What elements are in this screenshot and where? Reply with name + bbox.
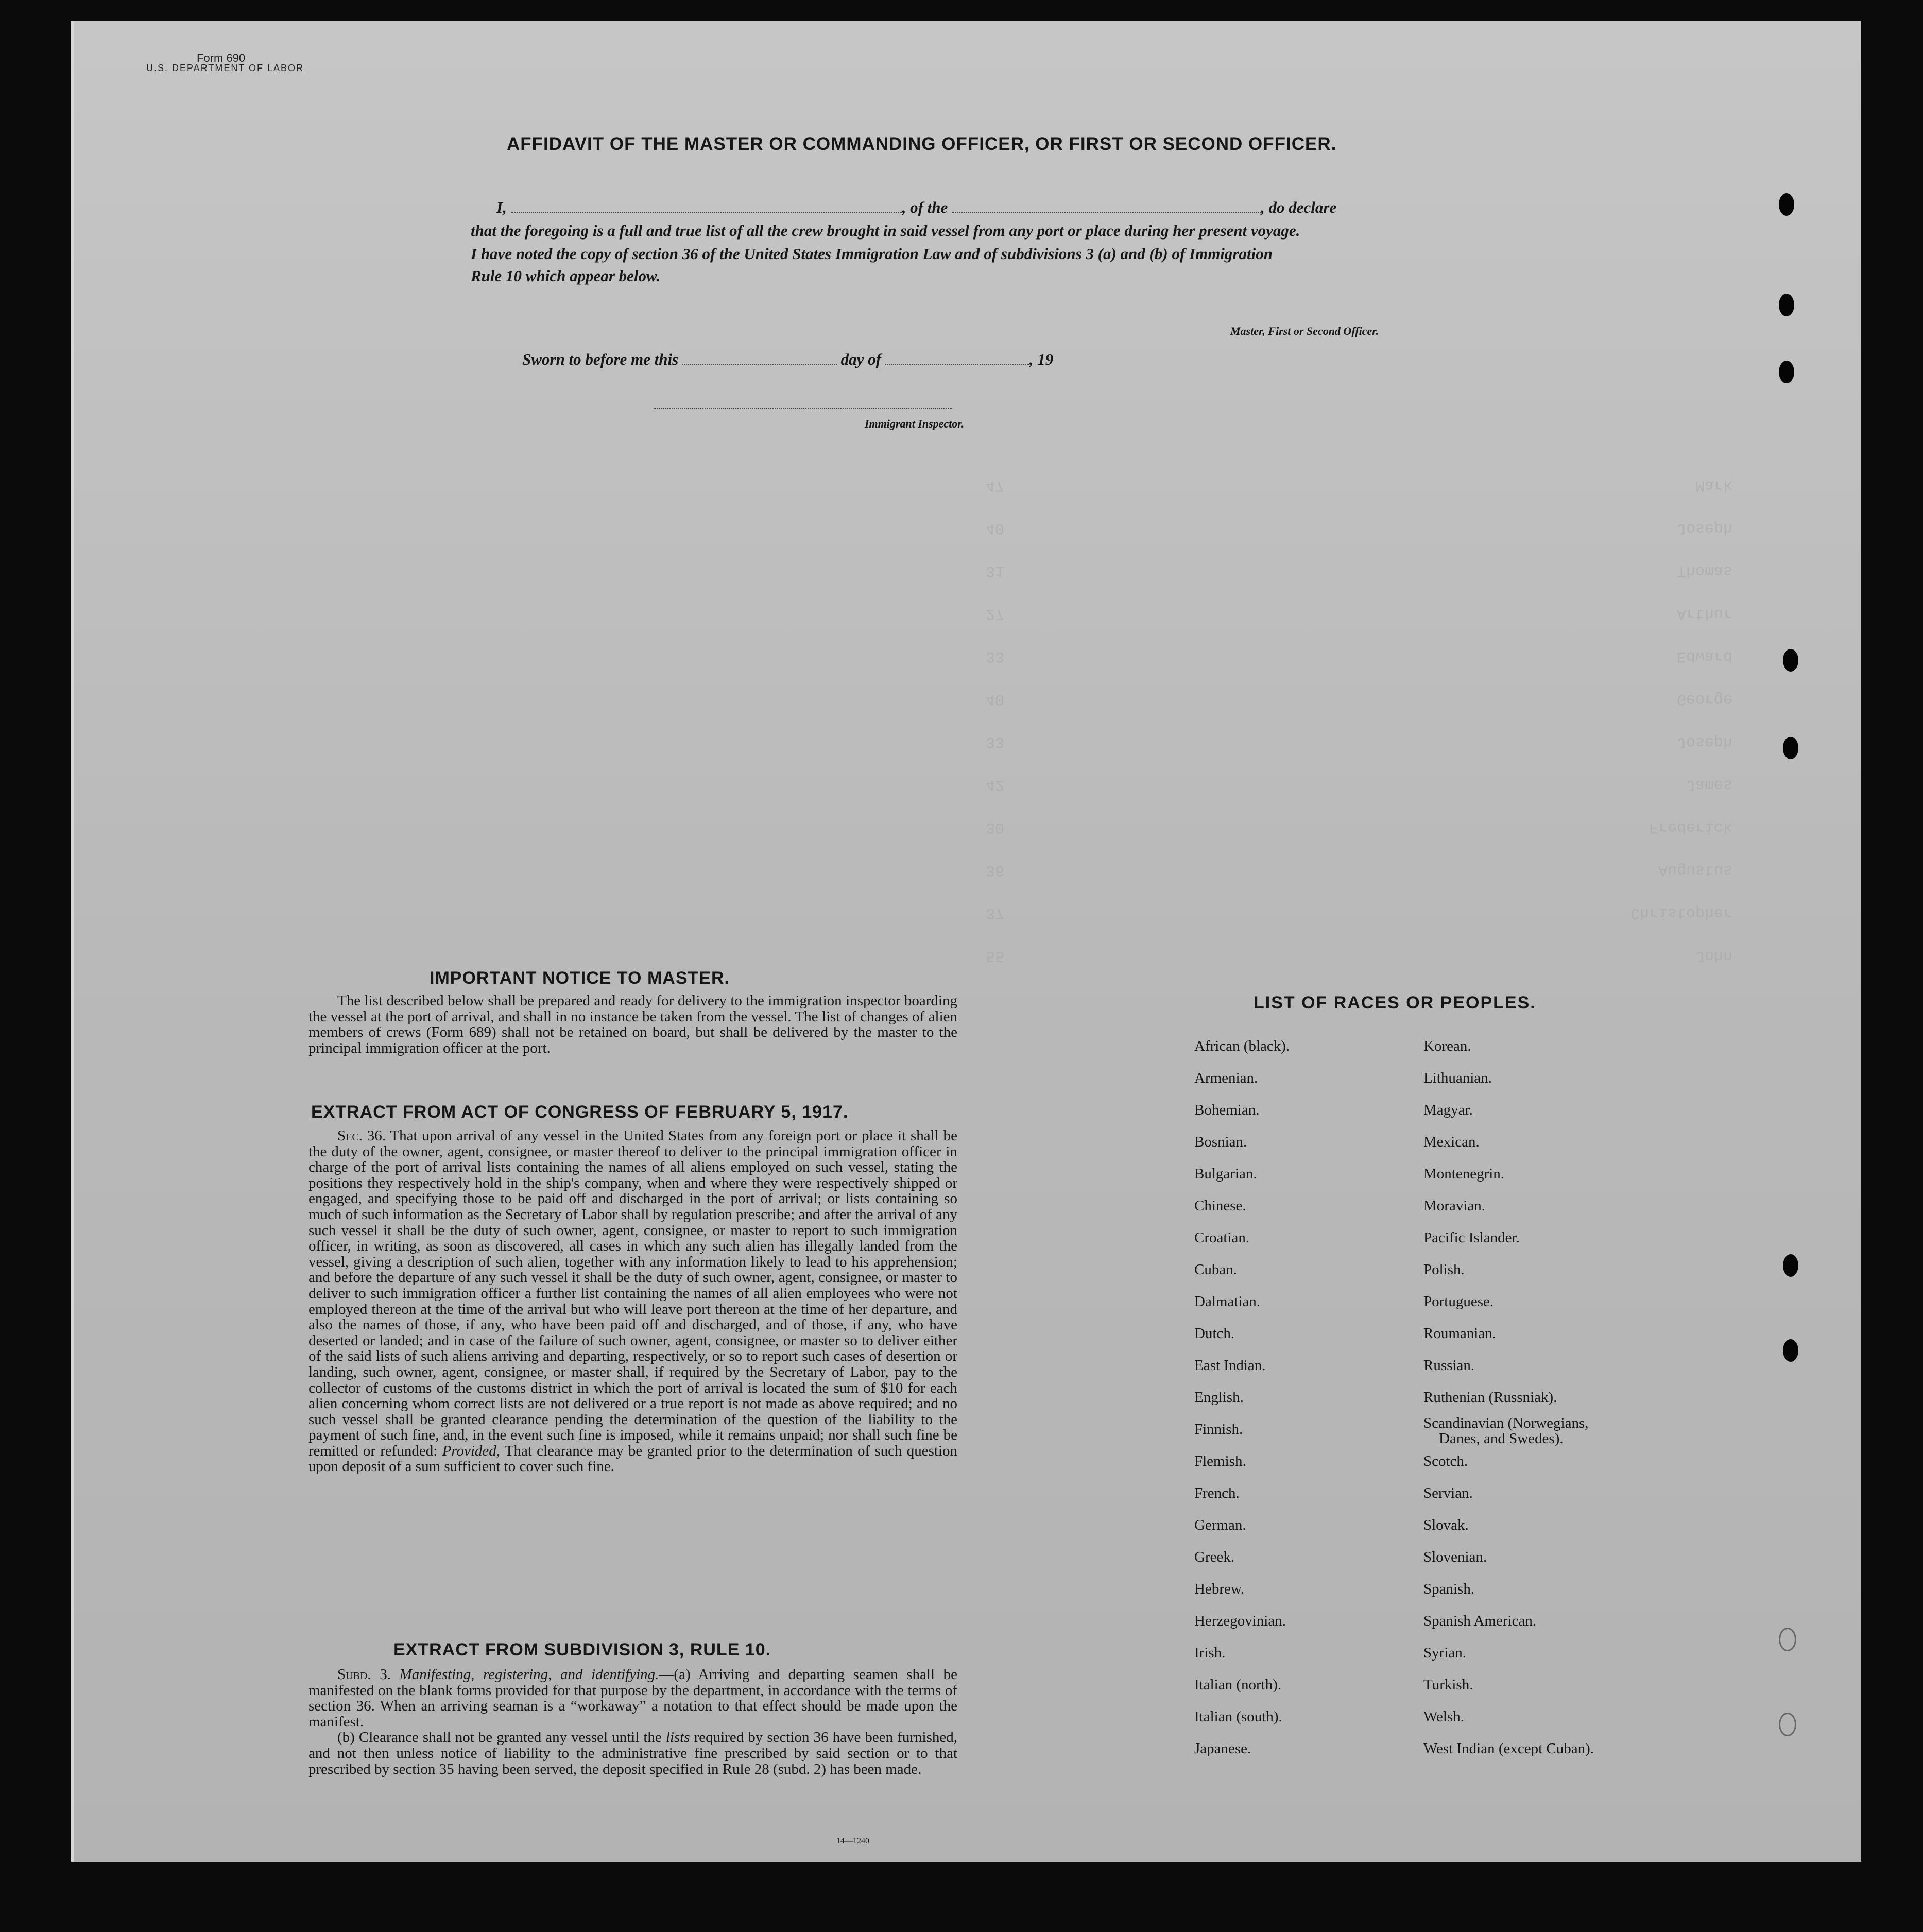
affidavit-line-3: I have noted the copy of section 36 of the United States Immigration Law and of subdivisions 3 (a) and (b) of Immigration <box>471 245 1273 263</box>
race-item: Italian (north). <box>1194 1677 1282 1693</box>
sec-36-label: Sec. 36. <box>337 1127 386 1144</box>
races-title: LIST OF RACES OR PEOPLES. <box>1254 993 1536 1013</box>
race-item: Bulgarian. <box>1194 1166 1257 1182</box>
vessel-field[interactable] <box>952 212 1261 213</box>
sec-36-text <box>308 1128 957 1475</box>
bleed-age: 31 <box>986 562 1005 579</box>
race-item: Bohemian. <box>1194 1102 1260 1118</box>
races-left-column <box>1194 1030 1290 1765</box>
bleed-name: Joseph <box>1676 733 1732 750</box>
affidavit-line-2: that the foregoing is a full and true list of all the crew brought in said vessel from any port or place during her present voyage. <box>471 221 1300 240</box>
subd-label: Subd. 3. <box>337 1666 391 1683</box>
race-item-line: Scandinavian (Norwegians, <box>1423 1415 1589 1431</box>
bleed-name: Edward <box>1676 647 1732 665</box>
punch-hole <box>1783 737 1798 759</box>
sworn-year: , 19 <box>1029 350 1054 368</box>
name-field[interactable] <box>511 212 902 213</box>
bleed-age: 30 <box>986 818 1005 836</box>
race-item: Flemish. <box>1194 1453 1246 1469</box>
race-item: English. <box>1194 1389 1244 1406</box>
bleed-age: 37 <box>986 904 1005 921</box>
form-page <box>71 21 1861 1862</box>
race-item: Cuban. <box>1194 1261 1237 1278</box>
notice-text: The list described below shall be prepared and ready for delivery to the immigration inspector boarding the vessel at the port of arrival, and shall in no instance be taken from the vessel. The list of changes of alien members of crews (Form 689) shall not be retained on board, but shall be delivered by the master to the principal immigration officer at the port. <box>308 993 957 1056</box>
inspector-signature-field[interactable] <box>654 408 952 409</box>
bleed-age: 40 <box>986 519 1005 537</box>
race-item: Montenegrin. <box>1423 1166 1505 1182</box>
race-item: East Indian. <box>1194 1357 1266 1374</box>
affidavit-line-1 <box>496 198 1526 217</box>
race-item: Bosnian. <box>1194 1134 1247 1150</box>
notice-title: IMPORTANT NOTICE TO MASTER. <box>430 968 730 988</box>
bleed-age: 36 <box>986 861 1005 879</box>
rule-extract-title: EXTRACT FROM SUBDIVISION 3, RULE 10. <box>393 1640 771 1660</box>
race-item: Portuguese. <box>1423 1293 1494 1310</box>
race-item: Irish. <box>1194 1645 1226 1661</box>
race-item: Scotch. <box>1423 1453 1468 1469</box>
bleed-age: 55 <box>986 947 1005 964</box>
rule-extract-body <box>308 1667 957 1777</box>
para-b-label: (b) <box>337 1729 355 1746</box>
bleed-name: James <box>1686 776 1732 793</box>
para-b-pre: Clearance shall not be granted any vessel until the <box>358 1729 662 1746</box>
bleed-name: Augustus <box>1658 861 1732 879</box>
race-item: Armenian. <box>1194 1070 1258 1086</box>
bleed-age: 33 <box>986 733 1005 750</box>
race-item: African (black). <box>1194 1038 1290 1054</box>
race-item: Syrian. <box>1423 1645 1466 1661</box>
bleed-name: John <box>1695 947 1732 964</box>
form-number: Form 690 <box>197 52 246 64</box>
printer-mark: 14—1240 <box>836 1837 869 1845</box>
bleed-name: Frederick <box>1649 818 1732 836</box>
sworn-month-field[interactable] <box>885 364 1029 365</box>
bleed-name: Joseph <box>1676 519 1732 537</box>
sworn-day-of: day of <box>840 350 881 368</box>
race-item: West Indian (except Cuban). <box>1423 1740 1594 1757</box>
race-item: German. <box>1194 1517 1246 1533</box>
para-a-text: —(a) Arriving and departing seamen shall be manifested on the blank forms provided for that purpose by the department, in accordance with the terms of section 36. When an arriving seaman is a “workaway” a notation to that effect should be made upon the manifest. <box>308 1666 957 1730</box>
race-item: Moravian. <box>1423 1198 1485 1214</box>
bleed-through-ages <box>986 464 1004 977</box>
bleed-age: 27 <box>986 605 1005 622</box>
race-item: Slovak. <box>1423 1517 1469 1533</box>
race-item: Japanese. <box>1194 1740 1251 1757</box>
race-item-line: Danes, and Swedes). <box>1439 1430 1564 1447</box>
sec-36-main: That upon arrival of any vessel in the United States from any foreign port or place it shall be the duty of the owner, agent, consignee, or master thereof to deliver to the principal immigration officer in charge of the port of arrival lists containing the names of all aliens employed on such vessel, stating the positions they respectively hold in the ship's company, when and where they were respectively shipped or engaged, and specifying those to be paid off and discharged in the port of arrival; or lists containing so much of such information as the Secretary of Labor shall by regulation prescribe; and after the arrival of any such vessel it shall be the duty of such owner, agent, consignee, or master to report to such immigration officer, in writing, as soon as discovered, all cases in which any such alien has illegally landed from the vessel, giving a description of such alien, together with any information likely to lead to his apprehension; and before the departure of any such vessel it shall be the duty of such owner, agent, consignee, or master to deliver to such immigration officer a further list containing the names of all alien employees who were not employed thereon at the time of the arrival but who will leave port thereon at the time of her departure, and also the names of those, if any, who have been paid off and discharged, and of those, if any, who have deserted or landed; and in case of the failure of such owner, agent, consignee, or master so to deliver either of the said lists of such aliens arriving and departing, respectively, or so to report such cases of desertion or landing, such owner, agent, consignee, or master shall, if required by the Secretary of Labor, pay to the collector of customs of the customs district in which the port of arrival is located the sum of $10 for each alien concerning whom correct lists are not delivered or a true report is not made as above required; and no such vessel shall be granted clearance pending the determination of the question of the liability to the payment of such fine, and, in the event such fine is imposed, while it remains unpaid; nor shall such fine be remitted or refunded: <box>308 1127 957 1459</box>
race-item: Magyar. <box>1423 1102 1473 1118</box>
race-item: Herzegovinian. <box>1194 1613 1286 1629</box>
race-item: Polish. <box>1423 1261 1465 1278</box>
notice-body <box>308 993 957 1056</box>
race-item: Croatian. <box>1194 1229 1250 1246</box>
subd-3-para-b <box>308 1730 957 1777</box>
bleed-age: 47 <box>986 476 1005 494</box>
punch-hole <box>1779 294 1794 316</box>
race-item: Finnish. <box>1194 1421 1243 1438</box>
race-item: Pacific Islander. <box>1423 1229 1520 1246</box>
punch-hole <box>1783 1339 1798 1362</box>
bleed-age: 33 <box>986 647 1005 665</box>
sworn-day-field[interactable] <box>682 364 837 365</box>
race-item: Roumanian. <box>1423 1325 1496 1342</box>
race-item: Korean. <box>1423 1038 1471 1054</box>
bleed-name: George <box>1676 690 1732 708</box>
bleed-age: 42 <box>986 776 1005 793</box>
sec-36-proviso: That clearance may be granted prior to the determination of such question upon deposit of a sum sufficient to cover such fine. <box>308 1442 957 1475</box>
punch-hole-ring <box>1779 1713 1796 1736</box>
bleed-name: Mark <box>1695 476 1732 494</box>
affidavit-line-4: Rule 10 which appear below. <box>471 267 661 285</box>
punch-hole <box>1779 361 1794 383</box>
bleed-through-names <box>1578 464 1732 977</box>
punch-hole <box>1783 649 1798 672</box>
provided-word: Provided, <box>442 1442 501 1459</box>
race-item: Turkish. <box>1423 1677 1473 1693</box>
department-label: U.S. DEPARTMENT OF LABOR <box>146 63 304 73</box>
race-item: Servian. <box>1423 1485 1473 1501</box>
affidavit-of-the: , of the <box>902 198 948 216</box>
sworn-line <box>522 350 1053 369</box>
act-extract-title: EXTRACT FROM ACT OF CONGRESS OF FEBRUARY 5, 1917. <box>311 1102 849 1122</box>
race-item: Spanish American. <box>1423 1613 1537 1629</box>
race-item: Slovenian. <box>1423 1549 1487 1565</box>
race-item: Lithuanian. <box>1423 1070 1492 1086</box>
bleed-name: Arthur <box>1676 605 1732 622</box>
affidavit-title: AFFIDAVIT OF THE MASTER OR COMMANDING OFFICER, OR FIRST OR SECOND OFFICER. <box>507 134 1337 154</box>
race-item: Hebrew. <box>1194 1581 1245 1597</box>
inspector-label: Immigrant Inspector. <box>865 417 965 430</box>
race-item: Chinese. <box>1194 1198 1246 1214</box>
bleed-name: Thomas <box>1676 562 1732 579</box>
para-b-post: required by section 36 have been furnished, and not then unless notice of liability to the administrative fine prescribed by said section or to that prescribed by section 35 having been served, the deposit specified in Rule 28 (subd. 2) has been made. <box>308 1729 958 1777</box>
races-right-column <box>1423 1030 1594 1765</box>
subd-3-para-a <box>308 1667 957 1730</box>
race-item: Spanish. <box>1423 1581 1475 1597</box>
bleed-age: 40 <box>986 690 1005 708</box>
affidavit-declare: , do declare <box>1261 198 1337 216</box>
subd-heading: Manifesting, registering, and identifying. <box>399 1666 659 1683</box>
race-item: Ruthenian (Russniak). <box>1423 1389 1557 1406</box>
race-item: French. <box>1194 1485 1240 1501</box>
bleed-name: Christopher <box>1630 904 1732 921</box>
race-item: Dutch. <box>1194 1325 1235 1342</box>
race-item: Dalmatian. <box>1194 1293 1261 1310</box>
race-item: Greek. <box>1194 1549 1235 1565</box>
act-extract-body <box>308 1128 957 1475</box>
punch-hole <box>1779 193 1794 216</box>
race-item: Russian. <box>1423 1357 1475 1374</box>
race-item <box>1423 1413 1594 1445</box>
para-b-lists: lists <box>665 1729 690 1746</box>
race-item: Welsh. <box>1423 1708 1465 1725</box>
race-item: Italian (south). <box>1194 1708 1282 1725</box>
signature-label: Master, First or Second Officer. <box>1230 324 1379 337</box>
sworn-prefix: Sworn to before me this <box>522 350 679 368</box>
affidavit-i: I, <box>496 198 507 216</box>
punch-hole <box>1783 1254 1798 1277</box>
punch-hole-ring <box>1779 1628 1796 1651</box>
race-item: Mexican. <box>1423 1134 1480 1150</box>
